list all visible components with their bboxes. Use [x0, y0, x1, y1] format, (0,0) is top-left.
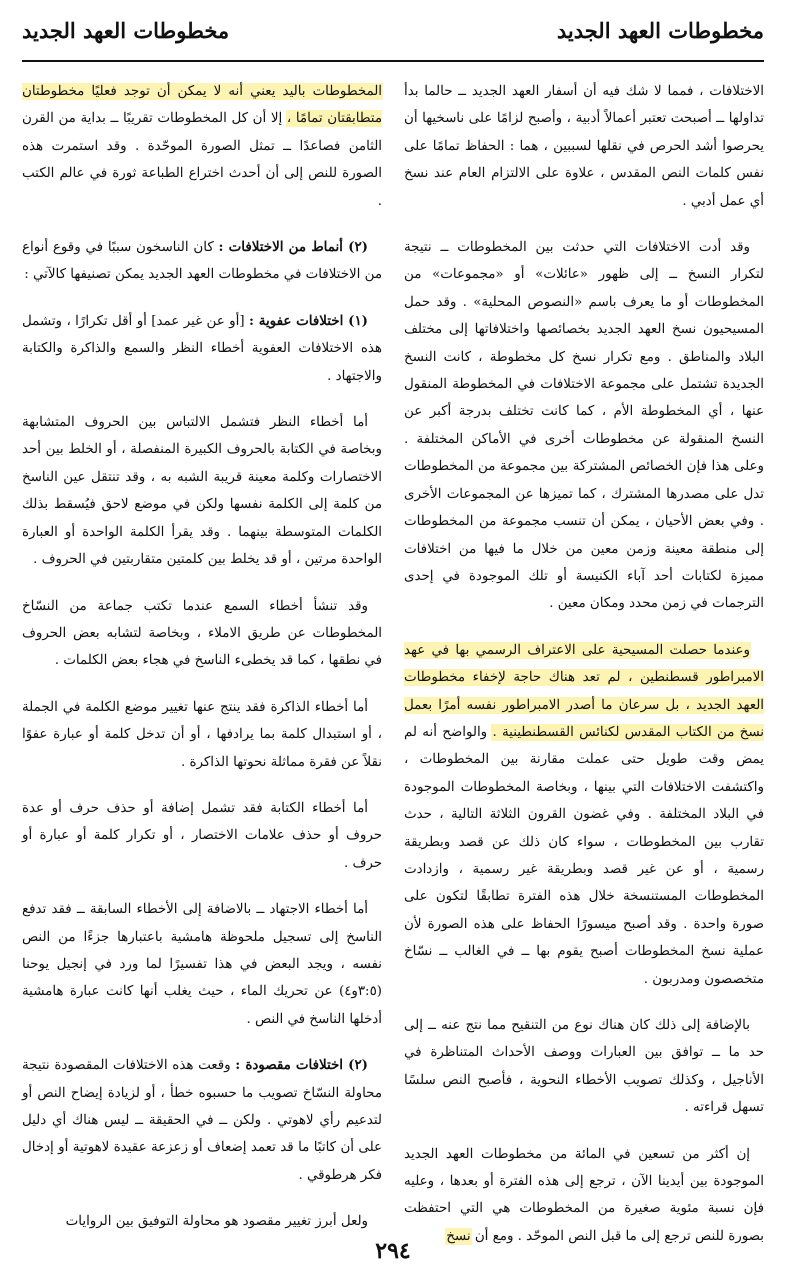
highlighted-text: المخطوطات باليد يعني أنه لا يمكن أن توجد فعليًا مخطوطتان متطابقتان تمامًا ، — [22, 84, 382, 127]
highlighted-text: نسخ — [446, 1228, 471, 1244]
paragraph-text: وقعت هذه الاختلافات المقصودة نتيجة محاولة النسّاخ تصويب ما حسبوه خطأ ، أو لزيادة إيضاح النص أو لتدعيم رأي لاهوتي . ولكن ــ في الحقيقة ــ ليس هناك أي دليل على أن كاتبًا ما قد تعمد إضعاف أو زعزعة عقيدة لاهوتية أو إدخال فكر هرطوقي . — [22, 1058, 382, 1183]
paragraph-text: كان الناسخون سببًا في وقوع أنواع من الاختلافات في مخطوطات العهد الجديد يمكن تصنيفها كالآتي : — [22, 240, 382, 283]
section-heading: (٢) أنماط من الاختلافات : — [218, 239, 368, 256]
paragraph-text: والواضح أنه لم يمض وقت طويل حتى عملت مقارنة بين المخطوطات ، واكتشفت الاختلافات التي بينها ، وبخاصة المخطوطات الموجودة في البلاد المختلفة . وفي غضون القرون الثلاثة التالية ، حدث تقارب بين المخطوطات ، سواء كان ذلك عن قصد وبطريقة رسمية ، أو عن غير قصد وبطريقة غير رسمية ، وازدادت المخطوطات المستنسخة خلال هذه الفترة تطابقًا لتكون على صورة واحدة . وقد أصبح ميسورًا الحفاظ على هذه الصورة لأن عملية نسخ المخطوطات أصبح يقوم بها ــ في الغالب ــ نسّاخ متخصصون ومدربون . — [404, 724, 764, 987]
page-number: ٢٩٤ — [375, 1238, 411, 1264]
paragraph: الاختلافات ، فمما لا شك فيه أن أسفار العهد الجديد ــ حالما بدأ تداولها ــ أصبحت تعتبر أعمالاً أدبية ، وأصبح لزامًا على ناسخيها أن يحرصوا أشد الحرص في نقلها لسببين ، هما : الحفاظ تمامًا على نفس كلمات النص المقدس ، علاوة على الالتزام العام عند نسخ أي عمل أدبي . — [404, 84, 764, 209]
header-title-right: مخطوطات العهد الجديد — [556, 18, 764, 43]
paragraph — [22, 78, 382, 215]
paragraph: وقد تنشأ أخطاء السمع عندما تكتب جماعة من النسّاخ المخطوطات عن طريق الاملاء ، وبخاصة لتشابه بعض الحروف في نطقها ، كما قد يخطىء الناسخ في هجاء بعض الكلمات . — [22, 598, 382, 669]
paragraph: ولعل أبرز تغيير مقصود هو محاولة التوفيق بين الروايات — [65, 1214, 368, 1230]
running-header — [22, 18, 764, 54]
highlighted-text: وعندما حصلت المسيحية على الاعتراف الرسمي بها في عهد الامبراطور قسطنطين ، لم تعد هناك حاجة لإخفاء مخطوطات العهد الجديد ، بل سرعان ما أصدر الامبراطور نفسه أمرًا بعمل نسخ من الكتاب المقدس لكنائس القسطنطينية . — [404, 642, 764, 740]
paragraph: بالإضافة إلى ذلك كان هناك نوع من التنقيح مما نتج عنه ــ إلى حد ما ــ توافق بين العبارات ووصف الأحداث المتناظرة في الأناجيل ، وكذلك تصويب الأخطاء النحوية ، فأصبح النص سلسًا تسهل قراءته . — [404, 1018, 764, 1116]
paragraph-text: إلا أن كل المخطوطات تقريبًا ــ بداية من القرن الثامن فصاعدًا ــ تمثل الصورة الموحّدة . وقد استمرت هذه الصورة للنص إلى أن أحدث اختراع الطباعة ثورة في عالم الكتب . — [22, 111, 382, 209]
paragraph: أما أخطاء الكتابة فقد تشمل إضافة أو حذف حرف أو عدة حروف أو حذف علامات الاختصار ، أو تكرار كلمة أو عبارة أو حرف . — [22, 800, 382, 871]
header-rule — [22, 60, 764, 62]
paragraph: أما أخطاء الاجتهاد ــ بالاضافة إلى الأخطاء السابقة ــ فقد تدفع الناسخ إلى تسجيل ملحوظة هامشية باعتبارها جزءًا من النص نفسه ، ويجد البعض في هذا تفسيرًا لما ورد في إنجيل يوحنا (٣:٥و٤) عن تحريك الماء ، حيث يغلب أنها كانت عبارة هامشية أدخلها الناسخ في النص . — [22, 902, 382, 1027]
paragraph — [22, 234, 382, 289]
paragraph — [404, 1141, 764, 1251]
paragraph — [22, 308, 382, 390]
paragraph — [404, 637, 764, 993]
left-column — [22, 78, 382, 1255]
paragraph: أما أخطاء الذاكرة فقد ينتج عنها تغيير موضع الكلمة في الجملة ، أو استبدال كلمة بما يرادفها ، أو أن تدخل كلمة أو عبارة عفوًا نقلاً عن فقرة مماثلة نحوتها الذاكرة . — [22, 699, 382, 770]
paragraph: أما أخطاء النظر فتشمل الالتباس بين الحروف المتشابهة وبخاصة في الكتابة بالحروف الكبيرة المنفصلة ، أو الخلط بين أحد الاختصارات وكلمة معينة قريبة الشبه به ، وقد تنتقل عين الناسخ من كلمة إلى الكلمة نفسها ولكن في موضع لاحق فيُسقط بذلك الكلمات المتوسطة بينهما . وقد يقرأ الكلمة الواحدة أو العبارة الواحدة مرتين ، أو قد يخلط بين كلمتين متقاربتين في الحروف . — [22, 415, 382, 568]
paragraph-text: إن أكثر من تسعين في المائة من مخطوطات العهد الجديد الموجودة بين أيدينا الآن ، ترجع إلى هذه الفترة أو بعدها ، وعليه فإن نسبة مئوية صغيرة من المخطوطات هي التي احتفظت بصورة للنص ترجع إلى ما قبل النص الموحّد . ومع أن — [404, 1146, 764, 1244]
right-column — [404, 78, 764, 1269]
subsection-heading: (١) اختلافات عفوية : — [249, 312, 369, 329]
paragraph — [22, 1052, 382, 1189]
paragraph: وقد أدت الاختلافات التي حدثت بين المخطوطات ــ نتيجة لتكرار النسخ ــ إلى ظهور «عائلات» أو «مجموعات» من المخطوطات أو ما يعرف باسم «النصوص المحلية» . وقد حمل المسيحيون نسخ العهد الجديد بخصائصها واختلافاتها إلى مختلف البلاد والمناطق . ومع تكرار نسخ كل مخطوطة ، كانت النسخ الجديدة تشتمل على مجموعة الاختلافات في المخطوطة المنقول عنها ، أي المخطوطة الأم ، كما كانت تختلف بدرجة أكبر عن النسخ المنقولة عن مخطوطات أخرى في الأماكن المختلفة . وعلى هذا فإن الخصائص المشتركة بين مجموعة من المخطوطات تدل على مصدرها المشترك ، كما تميزها عن المجموعات الأخرى . وفي بعض الأحيان ، يمكن أن تنسب مجموعة من المخطوطات إلى منطقة معينة وزمن معين من خلال ما فيها من اختلافات مميزة لكتابات أحد آباء الكنيسة أو تلك الموجودة في إحدى الترجمات في زمن محدد ومكان معين . — [404, 240, 764, 612]
header-title-left: مخطوطات العهد الجديد — [22, 18, 230, 43]
paragraph-text: [أو عن غير عمد] أو أقل تكرارًا ، وتشمل هذه الاختلافات العفوية أخطاء النظر والسمع والذاكرة والكتابة والاجتهاد . — [22, 313, 382, 384]
subsection-heading: (٢) اختلافات مقصودة : — [235, 1057, 368, 1074]
